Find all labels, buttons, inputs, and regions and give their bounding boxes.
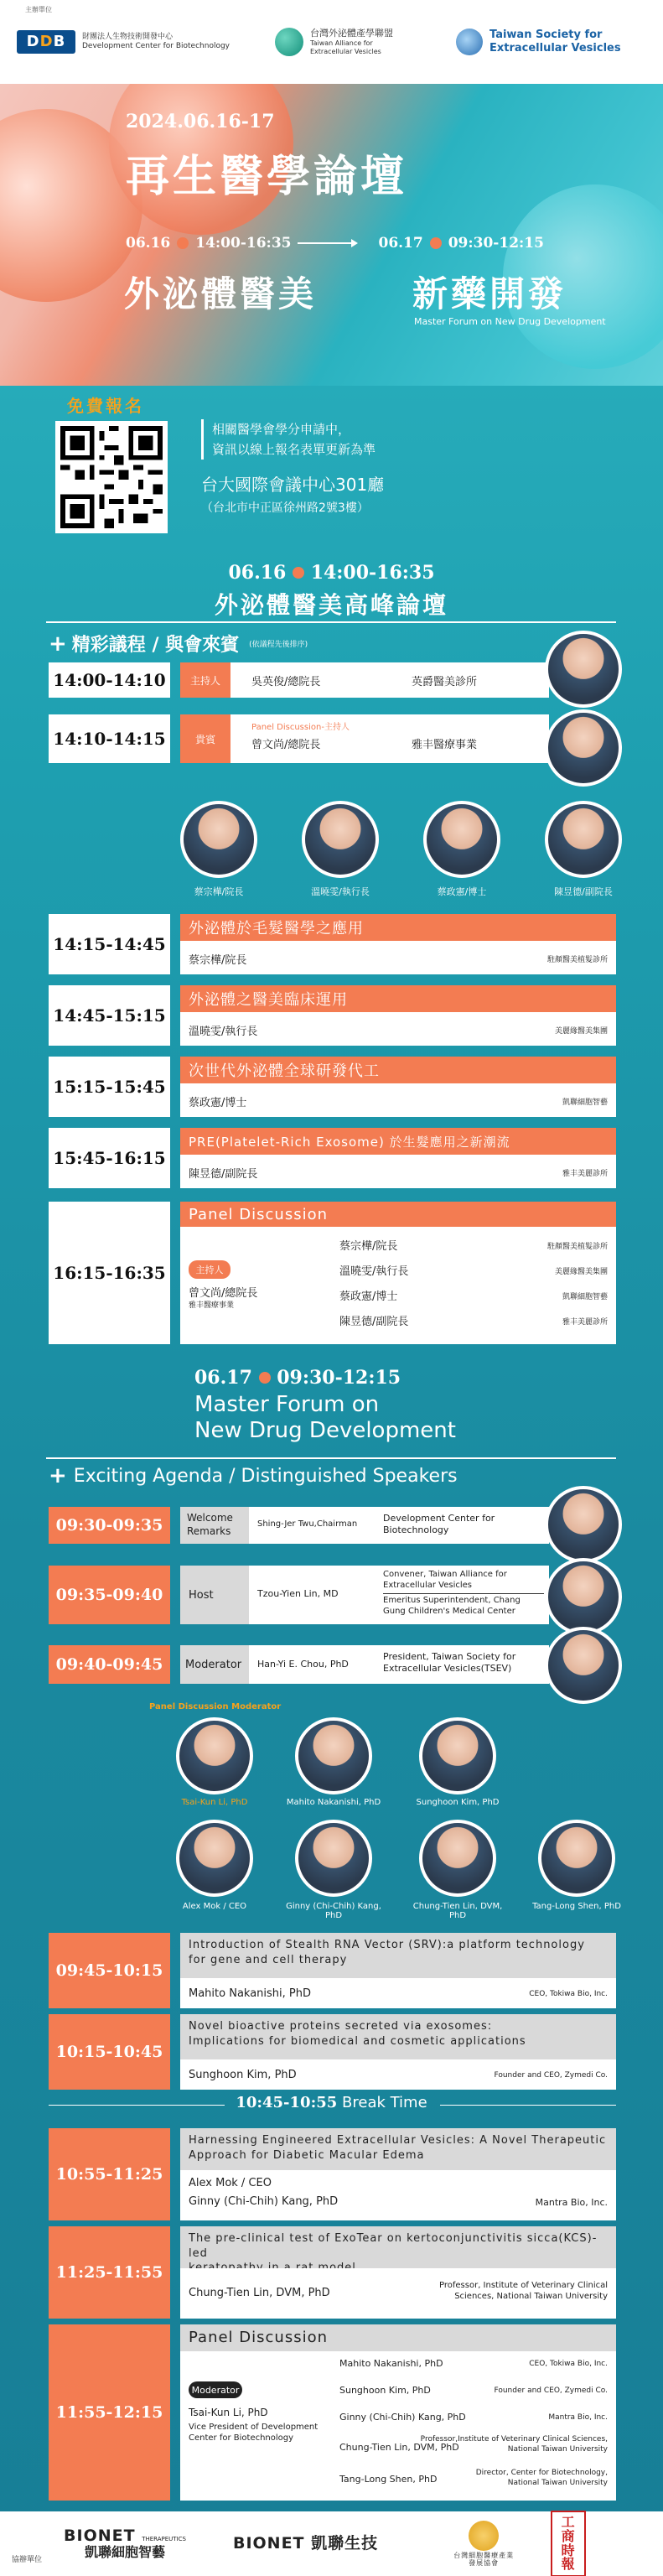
- day1-date: 06.16: [126, 235, 171, 252]
- talk-org: 凱聯細胞智藝: [562, 1098, 608, 1107]
- welcome-org: [383, 1513, 495, 1537]
- talk-title-line2: for gene and cell therapy: [189, 1953, 348, 1966]
- speaker-photo: [419, 1820, 496, 1897]
- dot-icon: [259, 1372, 271, 1384]
- plus-icon: +: [49, 1463, 67, 1488]
- speaker-photo: [538, 1820, 615, 1897]
- session1-agenda-title: [49, 631, 308, 657]
- panel-moderator-org: [189, 2422, 318, 2444]
- co-organizer-bar: [0, 2511, 663, 2576]
- panel-member: Ginny (Chi-Chih) Kang, PhD: [339, 2412, 466, 2423]
- venue-address: （台北市中正區徐州路2號3樓）: [201, 501, 369, 515]
- dot-icon: [177, 237, 189, 249]
- talk-title-line1: The pre-clinical test of ExoTear on kertoconjunctivitis sicca(KCS)-led: [189, 2232, 598, 2260]
- arrow-icon: [298, 242, 356, 244]
- sponsor-zh: 凱聯生技: [311, 2534, 379, 2553]
- speaker-caption: Ginny (Chi-Chih) Kang, PhD: [286, 1902, 381, 1920]
- speaker-photo: [176, 1820, 253, 1897]
- guest-org: 雅丰醫療事業: [412, 739, 478, 751]
- session1-header: [0, 562, 663, 621]
- panel-time: 11:55-12:15: [49, 2324, 170, 2501]
- dot-icon: [430, 237, 442, 249]
- session2-title-line2: New Drug Development: [194, 1418, 456, 1444]
- talk-title-line2: Approach for Diabetic Macular Edema: [189, 2148, 425, 2162]
- speaker-photo: [545, 631, 622, 708]
- talk-time: 10:55-11:25: [49, 2128, 170, 2220]
- organizer-bar: [0, 0, 663, 84]
- panel-member: Sunghoon Kim, PhD: [339, 2385, 431, 2396]
- plus-icon: +: [49, 631, 67, 657]
- talk-speaker-row: [180, 1978, 616, 2008]
- moderator-row: [180, 1645, 549, 1684]
- talk-speaker: 蔡政憲/博士: [189, 1097, 247, 1109]
- session2-time: 09:30-12:15: [277, 1367, 401, 1389]
- speaker-caption: Tsai-Kun Li, PhD: [181, 1798, 248, 1807]
- talk-speaker: 蔡宗樺/院長: [189, 954, 247, 967]
- talk-title: PRE(Platelet-Rich Exosome) 於生髮應用之新潮流: [180, 1128, 616, 1155]
- speaker-photo: [419, 1717, 496, 1794]
- panel-member: Mahito Nakanishi, PhD: [339, 2358, 443, 2369]
- event-title: 再生醫學論壇: [126, 152, 408, 202]
- speaker-photo: [295, 1820, 372, 1897]
- speaker-caption: Chung-Tien Lin, DVM, PhD: [412, 1902, 503, 1920]
- host-name: Tzou-Yien Lin, MD: [257, 1588, 339, 1599]
- panel-moderator-label: Panel Discussion Moderator: [149, 1702, 282, 1711]
- sponsor-logo: [233, 2535, 378, 2553]
- row-time: 09:30-09:35: [49, 1507, 170, 1544]
- divider: [46, 1457, 616, 1459]
- talk-title-line2: Implications for biomedical and cosmetic applications: [189, 2034, 526, 2048]
- track2-title-en: Master Forum on New Drug Development: [414, 316, 606, 327]
- talk-time: 15:45-16:15: [49, 1128, 170, 1188]
- panel-moderator-label: Panel Discussion-主持人: [251, 723, 350, 732]
- host-org: 英爵醫美診所: [412, 676, 478, 688]
- tsev-logo-icon: [456, 29, 483, 55]
- panel-moderator-org: 雅丰醫療事業: [189, 1301, 235, 1310]
- speaker-photo: [180, 801, 257, 878]
- org-tsev-line1: Taiwan Society for: [489, 28, 603, 41]
- day2-time: 09:30-12:15: [448, 235, 544, 252]
- welcome-org-line1: Development Center for: [383, 1513, 495, 1524]
- talk-title: 外泌體於毛髮醫學之應用: [180, 914, 616, 941]
- welcome-row: [180, 1507, 549, 1544]
- talk-speaker: Alex Mok / CEO: [189, 2177, 272, 2189]
- talk-org: 美麗緣醫美集團: [554, 1027, 608, 1036]
- talk-time: 15:15-15:45: [49, 1057, 170, 1117]
- talk-time: 10:15-10:45: [49, 2014, 170, 2090]
- credit-note-line1: 相關醫學會學分申請中，: [212, 422, 351, 437]
- session1-title: 外泌體醫美高峰論壇: [214, 591, 448, 619]
- talk-time: 14:45-15:15: [49, 985, 170, 1046]
- talk-title: [180, 1933, 616, 1978]
- talk-title: 外泌體之醫美臨床運用: [180, 985, 616, 1012]
- org-taev-en: Taiwan Alliance for Extracellular Vesicles: [310, 39, 381, 55]
- talk-speaker-row: [180, 1155, 616, 1188]
- moderator-badge: 主持人: [189, 1260, 230, 1279]
- speaker-photo: [545, 1627, 622, 1704]
- role-tag: Host: [180, 1566, 249, 1624]
- panel-member: Chung-Tien Lin, DVM, PhD: [339, 2442, 459, 2453]
- org-taev-zh: 台灣外泌體產學聯盟: [310, 28, 393, 39]
- mod-org-line2: Center for Biotechnology: [189, 2433, 294, 2443]
- track1-title: 外泌體醫美: [124, 273, 318, 314]
- sponsor-name: BIONET: [64, 2527, 136, 2546]
- moderator-org: [383, 1651, 515, 1675]
- talk-title-line1: Harnessing Engineered Extracellular Vesicles: A Novel Therapeutic: [189, 2134, 607, 2147]
- welcome-org-line2: Biotechnology: [383, 1524, 449, 1536]
- talk-time: 09:45-10:15: [49, 1933, 170, 2008]
- talk-title: [180, 2014, 616, 2059]
- talk-speaker-row: [180, 2170, 616, 2220]
- track2-title: 新藥開發: [412, 273, 567, 314]
- panel-member-org: Founder and CEO, Zymedi Co.: [494, 2386, 608, 2395]
- speaker-photo: [545, 801, 622, 878]
- speaker-photo: [302, 801, 379, 878]
- org-line2: National Taiwan University: [507, 2444, 608, 2454]
- talk-speaker: Sunghoon Kim, PhD: [189, 2069, 297, 2081]
- panel-member: Tang-Long Shen, PhD: [339, 2474, 438, 2485]
- speaker-caption: Sunghoon Kim, PhD: [416, 1798, 500, 1807]
- session2-title-line1: Master Forum on: [194, 1392, 380, 1417]
- moderator-org-line1: President, Taiwan Society for: [383, 1651, 516, 1662]
- session2-header: [194, 1367, 456, 1444]
- panel-title: Panel Discussion: [180, 2324, 616, 2351]
- sponsor-logo: [450, 2521, 517, 2568]
- role-tag: Moderator: [180, 1645, 249, 1684]
- speaker-photo: [176, 1717, 253, 1794]
- speaker-photo: [295, 1717, 372, 1794]
- talk-speaker-row: [180, 1012, 616, 1046]
- panel-member-org: Mantra Bio, Inc.: [548, 2413, 608, 2422]
- guest-name: 曾文尚/總院長: [251, 739, 321, 751]
- panel-body: [180, 2351, 616, 2501]
- host-row: [180, 662, 549, 698]
- org-tsev-line2: Extracellular Vesicles: [489, 42, 621, 55]
- day1-time: 14:00-16:35: [195, 235, 292, 252]
- qr-code[interactable]: [55, 421, 168, 533]
- speaker-caption: 蔡宗樺/院長: [194, 886, 244, 897]
- talk-title: 次世代外泌體全球研發代工: [180, 1057, 616, 1083]
- panel-body: [180, 1227, 616, 1344]
- talk-speaker-row: [180, 1083, 616, 1117]
- panel-member-org: 駐顏醫美植髮診所: [546, 1243, 608, 1251]
- organizer-label: 主辦單位: [25, 6, 52, 13]
- talk-org: Founder and CEO, Zymedi Co.: [494, 2071, 608, 2080]
- break-time: 10:45-10:55: [236, 2094, 338, 2111]
- session1-date: 06.16: [228, 562, 287, 584]
- moderator-org-line2: Extracellular Vesicles(TSEV): [383, 1663, 512, 1675]
- talk-title: [180, 2226, 616, 2268]
- org-tsev: [456, 29, 621, 56]
- talk-speaker: Ginny (Chi-Chih) Kang, PhD: [189, 2195, 339, 2208]
- panel-member-org: 凱聯細胞智藝: [562, 1293, 608, 1301]
- panel-member-org: [421, 2435, 608, 2454]
- talk-speaker-row: [180, 941, 616, 974]
- event-date: 2024.06.16-17: [126, 111, 275, 132]
- row-time: 14:00-14:10: [49, 662, 170, 698]
- credit-note: [201, 419, 587, 460]
- agenda-note: (依議程先後排序): [249, 641, 308, 649]
- org-taev: [275, 28, 402, 56]
- break-label: Break Time: [342, 2094, 427, 2111]
- talk-org: Mantra Bio, Inc.: [535, 2197, 608, 2208]
- talk-time: 11:25-11:55: [49, 2226, 170, 2319]
- org-ddb: [17, 30, 230, 54]
- host-org2: Emeritus Superintendent, Chang Gung Children's Medical Center: [383, 1596, 521, 1616]
- org-line1: Director, Center for Biotechnology,: [475, 2469, 608, 2477]
- speaker-photo: [423, 801, 500, 878]
- hero-banner: [0, 84, 663, 386]
- org-line1: Professor,Institute of Veterinary Clinical Sciences,: [420, 2435, 608, 2444]
- panel-member-org: [476, 2469, 608, 2488]
- session2-agenda-title: [49, 1463, 458, 1488]
- registration-section: [0, 386, 663, 549]
- schedule-line: [126, 235, 544, 252]
- co-organizer-label: 協辦單位: [12, 2556, 43, 2564]
- speaker-photo: [545, 709, 622, 787]
- panel-moderator-name: Tsai-Kun Li, PhD: [189, 2407, 268, 2418]
- session2-date: 06.17: [194, 1367, 252, 1389]
- talk-org: CEO, Tokiwa Bio, Inc.: [529, 1990, 608, 1998]
- talk-org-line1: Professor, Institute of Veterinary Clinical: [439, 2281, 608, 2290]
- talk-org-line2: Sciences, National Taiwan University: [454, 2292, 608, 2301]
- break-line: [0, 2094, 663, 2111]
- speaker-caption: 蔡政憲/博士: [437, 886, 487, 897]
- org-ddb-en: Development Center for Biotechnology: [82, 42, 230, 50]
- sponsor-sub: THERAPEUTICS: [142, 2536, 186, 2543]
- sponsor-zh: 台灣細胞醫療產業發展協會: [453, 2551, 515, 2567]
- role-line1: Welcome: [187, 1512, 233, 1524]
- registration-title: 免費報名: [67, 396, 144, 416]
- panel-member-org: 美麗緣醫美集團: [554, 1268, 608, 1276]
- talk-org: 雅丰美麗診所: [562, 1170, 608, 1178]
- panel-member-org: 雅丰美麗診所: [562, 1318, 608, 1327]
- row-time: 14:10-14:15: [49, 714, 170, 763]
- speaker-caption: Tang-Long Shen, PhD: [532, 1902, 621, 1911]
- venue: 台大國際會議中心301廳: [201, 475, 385, 495]
- cell-association-logo-icon: [469, 2521, 499, 2551]
- talk-title: [180, 2128, 616, 2170]
- panel-member: 陳昱德/副院長: [339, 1316, 409, 1328]
- day2-date: 06.17: [378, 235, 423, 252]
- agenda-title-text: 精彩議程 / 與會來賓: [71, 635, 240, 656]
- speaker-photo: [545, 1558, 622, 1635]
- role-tag: 主持人: [180, 662, 230, 698]
- guest-row: [180, 714, 549, 763]
- talk-speaker: 陳昱德/副院長: [189, 1168, 258, 1181]
- panel-title: Panel Discussion: [180, 1202, 616, 1227]
- role-tag: 貴賓: [180, 714, 230, 763]
- moderator-badge: Moderator: [189, 2381, 242, 2398]
- speaker-photo: [545, 1486, 622, 1563]
- panel-member: 蔡政憲/博士: [339, 1291, 398, 1303]
- moderator-name: Han-Yi E. Chou, PhD: [257, 1659, 349, 1670]
- role-line2: Remarks: [187, 1524, 231, 1537]
- host-org1: Convener, Taiwan Alliance for Extracellular Vesicles: [383, 1570, 544, 1594]
- mod-org-line1: Vice President of Development: [189, 2423, 319, 2432]
- speaker-caption: 溫曉雯/執行長: [311, 886, 370, 897]
- dot-icon: [293, 567, 304, 579]
- welcome-name: Shing-Jer Twu,Chairman: [257, 1519, 358, 1529]
- panel-member-org: CEO, Tokiwa Bio, Inc.: [529, 2360, 608, 2368]
- talk-title-line1: Introduction of Stealth RNA Vector (SRV):a platform technology: [189, 1939, 585, 1951]
- row-time: 09:35-09:40: [49, 1566, 170, 1624]
- speaker-caption: Mahito Nakanishi, PhD: [286, 1798, 381, 1807]
- row-time: 09:40-09:45: [49, 1645, 170, 1684]
- talk-org: [439, 2280, 608, 2302]
- agenda-title-text: Exciting Agenda / Distinguished Speakers: [73, 1465, 458, 1487]
- sponsor-zh: 凱聯細胞智藝: [84, 2544, 165, 2561]
- host-row: [180, 1566, 549, 1624]
- sponsor-logo: [64, 2527, 186, 2559]
- panel-moderator-name: 曾文尚/總院長: [189, 1287, 258, 1300]
- talk-title-line1: Novel bioactive proteins secreted via exosomes:: [189, 2020, 493, 2033]
- talk-speaker: Chung-Tien Lin, DVM, PhD: [189, 2287, 330, 2299]
- divider: [46, 621, 616, 623]
- talk-speaker: 溫曉雯/執行長: [189, 1026, 258, 1038]
- divider: [440, 2105, 616, 2106]
- org-ddb-zh: 財團法人生物技術開發中心: [82, 32, 174, 41]
- qr-code-icon: [60, 426, 163, 528]
- sponsor-name: BIONET: [232, 2534, 305, 2553]
- panel-member: 溫曉雯/執行長: [339, 1265, 409, 1278]
- talk-org: 駐顏醫美植髮診所: [546, 956, 608, 964]
- taev-logo-icon: [275, 28, 303, 56]
- panel-member: 蔡宗樺/院長: [339, 1240, 398, 1253]
- registration-info: [201, 419, 587, 516]
- talk-speaker-row: [180, 2268, 616, 2319]
- org-line2: National Taiwan University: [507, 2478, 608, 2487]
- panel-time: 16:15-16:35: [49, 1202, 170, 1344]
- ddb-logo: D D B: [17, 30, 75, 54]
- session1-time: 14:00-16:35: [310, 562, 435, 584]
- role-tag: [180, 1507, 249, 1544]
- talk-speaker-row: [180, 2059, 616, 2090]
- speaker-caption: Alex Mok / CEO: [182, 1902, 247, 1911]
- talk-speaker: Mahito Nakanishi, PhD: [189, 1987, 312, 2000]
- talk-time: 14:15-14:45: [49, 914, 170, 974]
- credit-note-line2: 資訊以線上報名表單更新為準: [212, 442, 376, 457]
- host-name: 吳英俊/總院長: [251, 676, 321, 688]
- sponsor-logo: 工商時報: [551, 2511, 586, 2576]
- speaker-caption: 陳昱德/副院長: [554, 886, 613, 897]
